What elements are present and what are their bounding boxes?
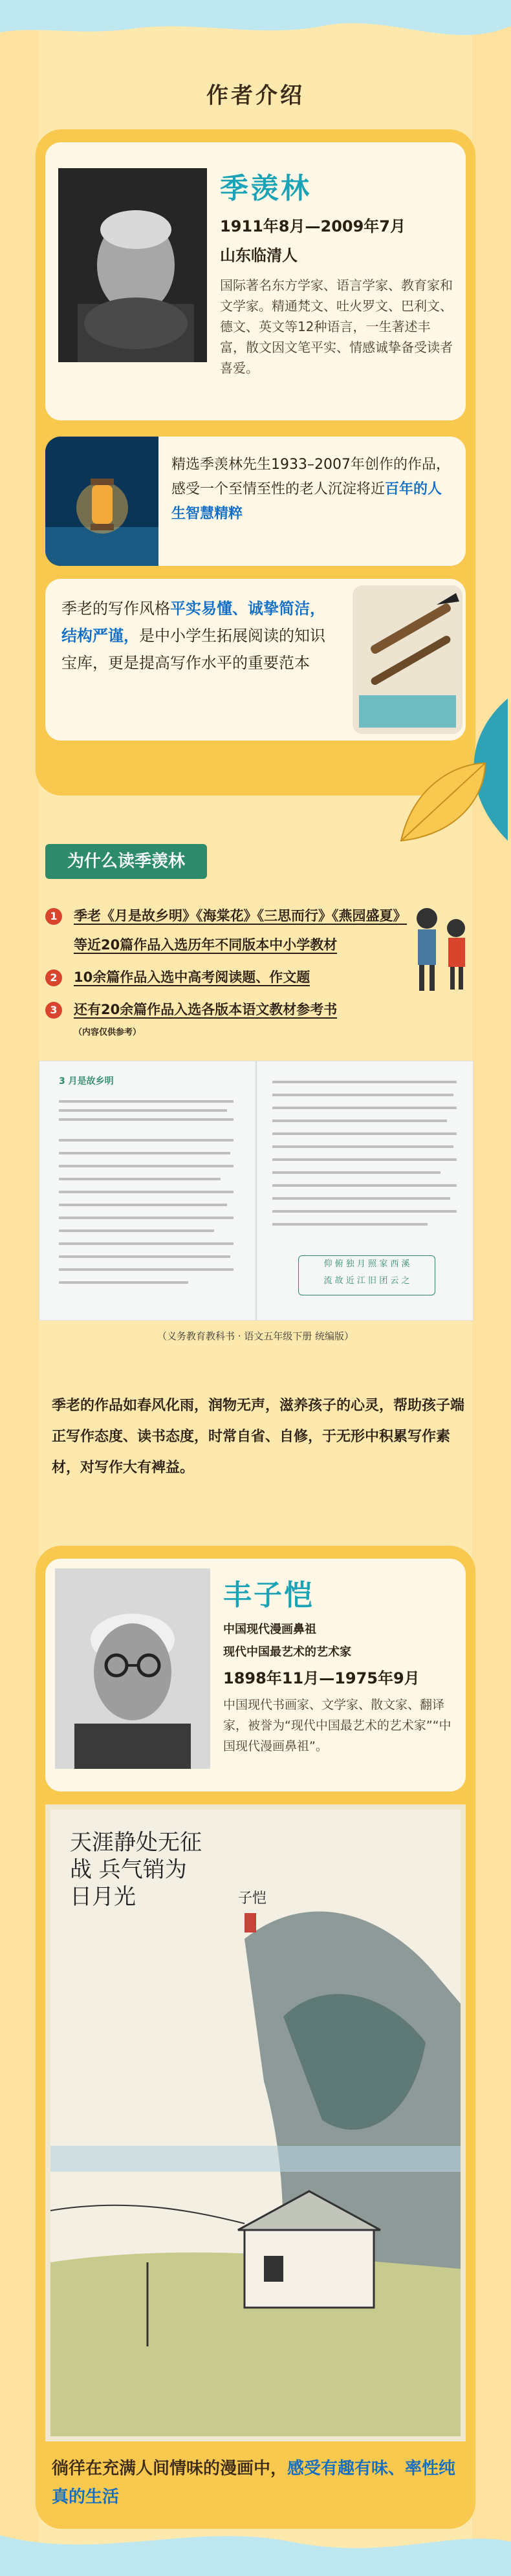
- why-item-1-text: 季老《月是故乡明》《海棠花》《三思而行》《燕园盛夏》: [74, 908, 407, 924]
- feature1-text-a: 精选季羡林先生1933–2007年创作的作品，感受一个至情至性的老人沉淀将近: [171, 457, 450, 497]
- author2-dates: 1898年11月—1975年9月: [223, 1669, 420, 1687]
- feature2-highlight: 平实易懂、诚挚简洁，结构严谨，: [61, 600, 325, 645]
- bottom-caption-a: 徜徉在充满人间情味的漫画中，: [52, 2459, 288, 2478]
- brush-image: [353, 585, 462, 734]
- book-lesson-title: 3 月是故乡明: [59, 1076, 114, 1087]
- feng-painting: [45, 1804, 466, 2441]
- feature1-text: [171, 453, 456, 526]
- why-item-3-num: 3: [45, 1002, 62, 1019]
- feature2-suffix: 是中小学生拓展阅读的知识宝库，更是提高写作水平的重要范本: [61, 627, 325, 672]
- why-item-2-text: 10余篇作品入选中高考阅读题、作文题: [74, 969, 310, 985]
- left-page-text-lines: [59, 1094, 240, 1307]
- bottom-wave-decoration: [0, 2522, 511, 2576]
- why-item-3: [45, 999, 337, 1019]
- author2-name: 丰子恺: [223, 1579, 314, 1612]
- author1-name: 季羡林: [220, 172, 311, 205]
- background-left: [0, 0, 39, 2576]
- author1-origin: 山东临清人: [220, 246, 298, 265]
- author1-description: 国际著名东方学家、语言学家、教育家和文学家。精通梵文、吐火罗文、巴利文、德文、英文等12种语言，一生著述丰富，散文因文笔平实、情感诚挚备受读者喜爱。: [220, 277, 453, 376]
- why-item-2-num: 2: [45, 969, 62, 986]
- feature2-text: [61, 595, 340, 676]
- author1-dates: 1911年8月—2009年7月: [220, 217, 406, 235]
- painting-signature: 子恺: [238, 1890, 267, 1907]
- why-item-2: [45, 967, 310, 986]
- painting-calligraphy: 天涯静处无征战 兵气销为日月光: [70, 1830, 202, 1910]
- book-spine: [256, 1061, 257, 1320]
- lantern-image: [45, 437, 158, 566]
- why-item-1: [45, 905, 407, 925]
- why-item-1-num: 1: [45, 908, 62, 925]
- children-illustration-icon: [401, 902, 479, 999]
- why-item-1b: [74, 935, 337, 954]
- leaf-outline-icon: [395, 757, 492, 847]
- author2-photo: [55, 1568, 210, 1769]
- author1-photo: [58, 168, 207, 362]
- bottom-caption: [52, 2454, 459, 2511]
- bottom-caption-highlight: 感受有趣有味、率性纯真的生活: [52, 2459, 456, 2507]
- author2-description: 中国现代书画家、文学家、散文家、翻译家，被誉为“现代中国最艺术的艺术家”“中国现代漫画鼻祖”。: [223, 1698, 451, 1753]
- right-page-text-lines: [272, 1074, 460, 1242]
- book-poem-line-1: 仰 俯 独 月 照 家 西 溪: [323, 1259, 410, 1269]
- page-title: 作者介绍: [206, 83, 305, 109]
- textbook-spread: [39, 1061, 473, 1321]
- feature2-prefix: 季老的写作风格: [61, 600, 170, 618]
- why-item-1b-text: 等近20篇作品入选历年不同版本中小学教材: [74, 937, 338, 953]
- why-item-3-text: 还有20余篇作品入选各版本语文教材参考书: [74, 1002, 338, 1017]
- background-right: [472, 0, 511, 2576]
- textbook-caption: （义务教育教科书 · 语文五年级下册 统编版）: [157, 1330, 354, 1342]
- why-section-tag: 为什么读季羡林: [45, 844, 207, 879]
- book-poem-line-2: 流 故 近 江 旧 团 云 之: [323, 1276, 410, 1286]
- book-poem-box: [298, 1255, 435, 1295]
- summary-paragraph: 季老的作品如春风化雨，润物无声，滋养孩子的心灵，帮助孩子端正写作态度、读书态度，时常自省、自修，于无形中积累写作素材，对写作大有裨益。: [52, 1398, 465, 1476]
- top-wave-decoration: [0, 0, 511, 52]
- feature1-highlight: 百年的人生智慧精粹: [171, 481, 442, 522]
- painting-seal: [245, 1913, 256, 1932]
- author2-title1: 中国现代漫画鼻祖: [223, 1623, 316, 1636]
- author2-title2: 现代中国最艺术的艺术家: [223, 1645, 351, 1659]
- why-note: （内容仅供参考）: [74, 1028, 142, 1037]
